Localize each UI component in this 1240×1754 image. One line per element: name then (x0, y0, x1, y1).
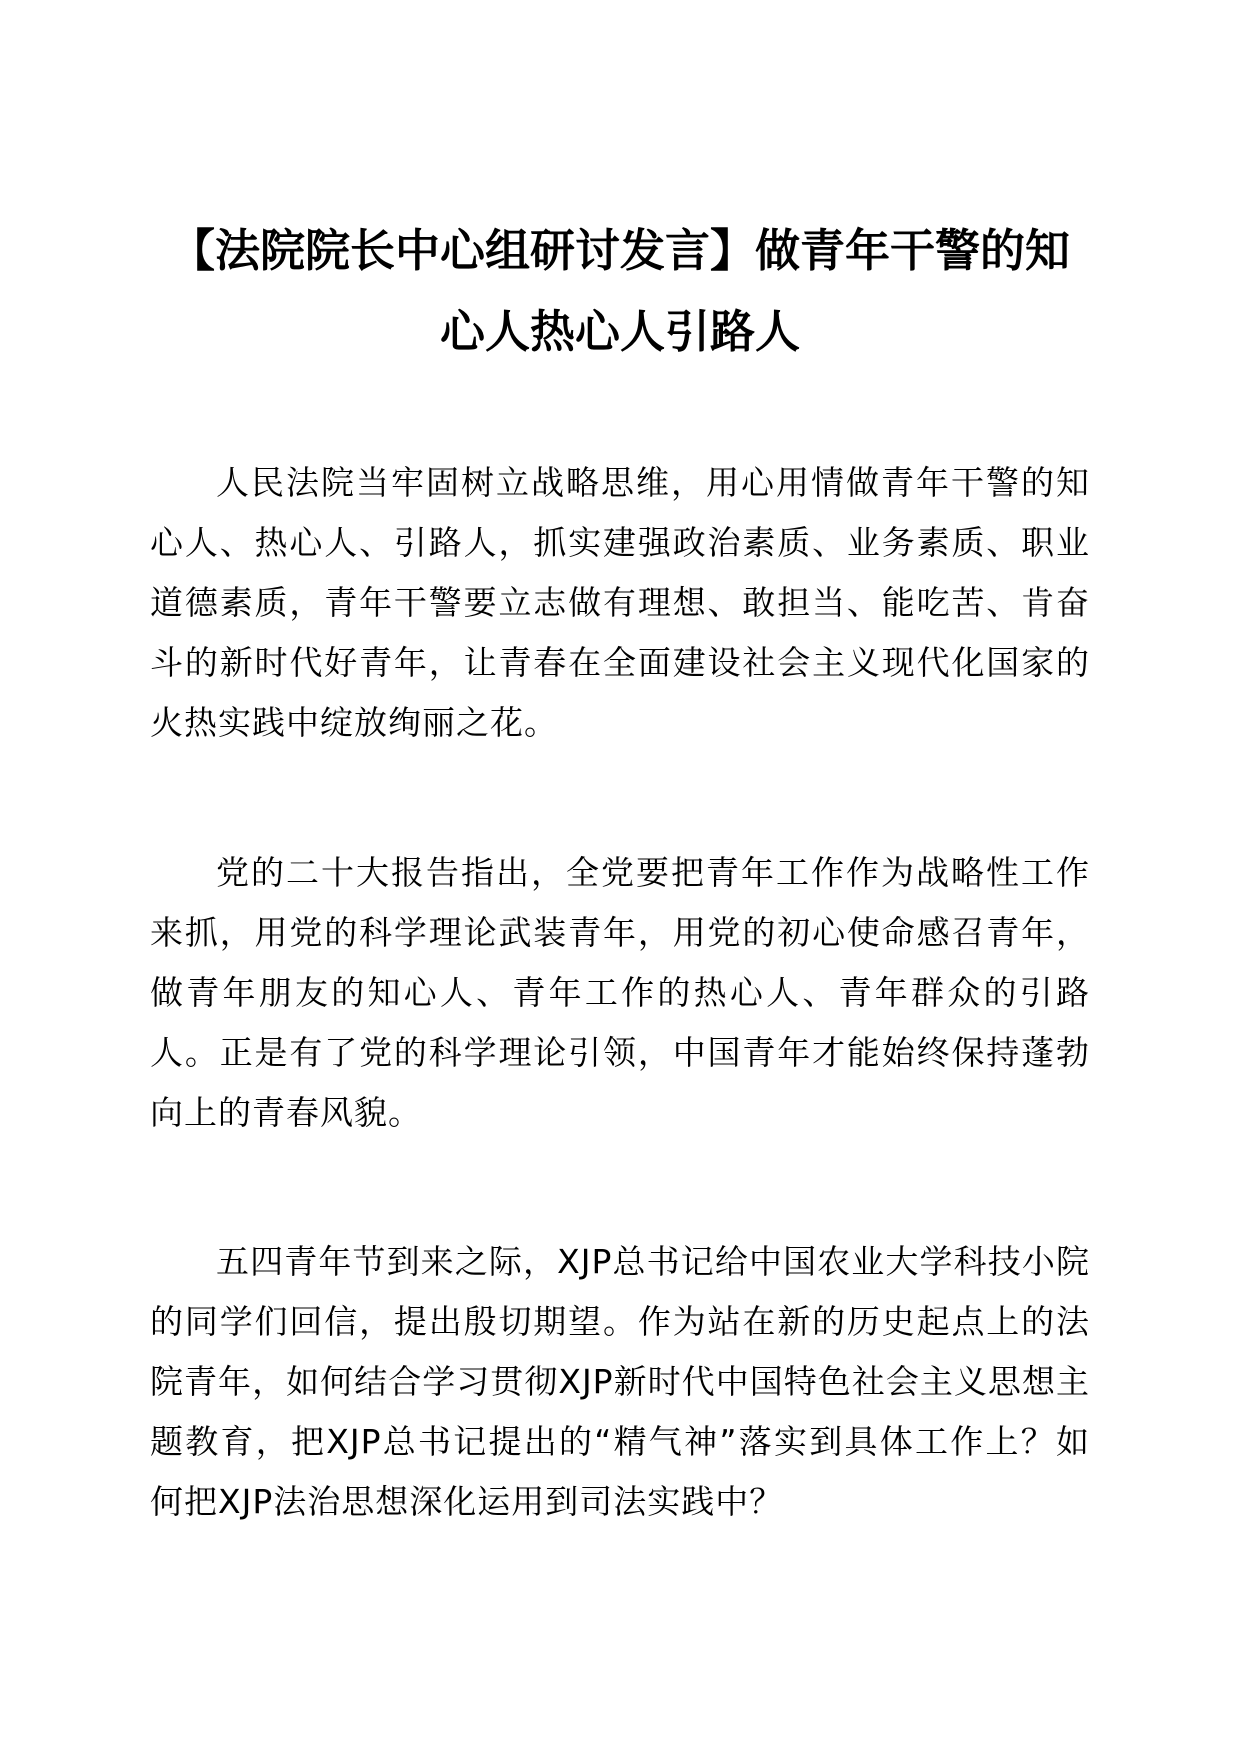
document-title (150, 210, 1090, 372)
body-paragraph-3: 五四青年节到来之际，XJP总书记给中国农业大学科技小院的同学们回信，提出殷切期望。作为站在新的历史起点上的法院青年，如何结合学习贯彻XJP新时代中国特色社会主义思想主题教育，把XJP总书记提出的“精气神”落实到具体工作上？如何把XJP法治思想深化运用到司法实践中？ (150, 1242, 1090, 1521)
body-paragraph-1: 人民法院当牢固树立战略思维，用心用情做青年干警的知心人、热心人、引路人，抓实建强政治素质、业务素质、职业道德素质，青年干警要立志做有理想、敢担当、能吃苦、肯奋斗的新时代好青年，让青春在全面建设社会主义现代化国家的火热实践中绽放绚丽之花。 (150, 463, 1090, 742)
title-line-2: 心人热心人引路人 (439, 305, 800, 358)
body-paragraph-2: 党的二十大报告指出，全党要把青年工作作为战略性工作来抓，用党的科学理论武装青年，用党的初心使命感召青年，做青年朋友的知心人、青年工作的热心人、青年群众的引路人。正是有了党的科学理论引领，中国青年才能始终保持蓬勃向上的青春风貌。 (150, 853, 1090, 1132)
title-line-1: 【法院院长中心组研讨发言】做青年干警的知 (169, 224, 1070, 277)
